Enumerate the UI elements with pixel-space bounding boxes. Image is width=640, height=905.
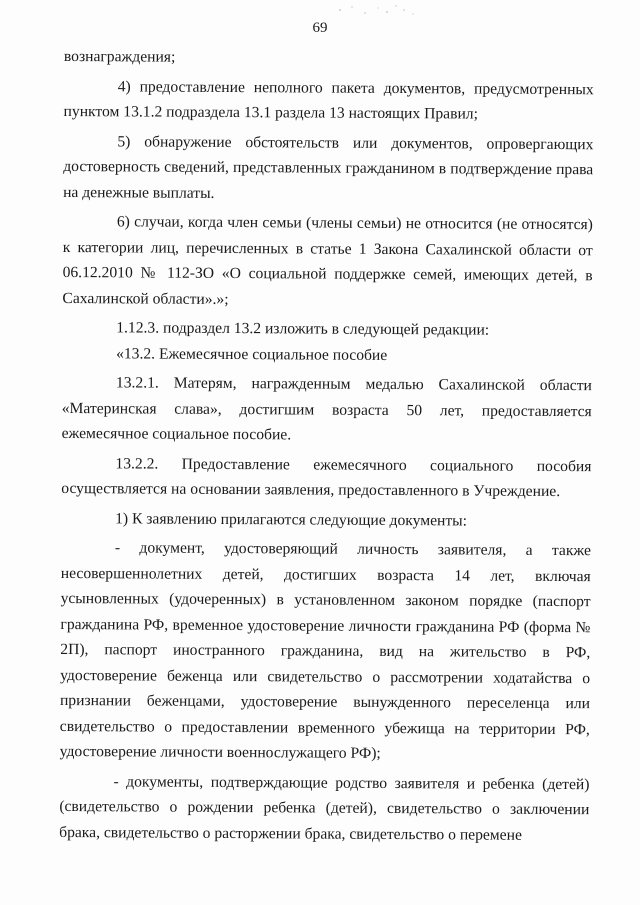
paragraph: 1.12.3. подраздел 13.2 изложить в следующей редакции: xyxy=(116,319,490,339)
paragraph: 13.2.2. Предоставление ежемесячного социального пособия осуществляется на основании заявления, предоставленного в Учреждение. xyxy=(61,454,592,501)
paragraph: 4) предоставление неполного пакета документов, предусмотренных пунктом 13.1.2 подраздела 13.1 раздела 13 настоящих Правил; xyxy=(63,77,594,123)
list-item: - документ, удостоверяющий личность заявителя, а также несовершеннолетних детей, достигших возраста 14 лет, включая усыновленных (удочеренных) в установленном законом порядке (паспорт гражданина РФ, временное удостоверение личности гражданина РФ (форма № 2П), паспорт иностранного гражданина, вид на жительство в РФ, удостоверение беженца или свидетельство о рассмотрении ходатайства о признании беженцами, удостоверение вынужденного переселенца или свидетельство о предоставлении временного убежища на территории РФ, удостоверение личности военнослужащего РФ); xyxy=(59,539,591,762)
scan-artifact xyxy=(330,4,420,18)
page-number: 69 xyxy=(312,20,328,36)
paragraph: 5) обнаружение обстоятельств или документов, опровергающих достоверность сведений, представленных гражданином в подтверждение права на денежные выплаты. xyxy=(63,132,594,202)
paragraph: 1) К заявлению прилагаются следующие документы: xyxy=(115,509,468,529)
subsection-heading: «13.2. Ежемесячное социальное пособие xyxy=(116,344,388,364)
paragraph: вознаграждения; xyxy=(63,47,176,66)
paragraph: 6) случаи, когда член семьи (члены семьи) не относится (не относятся) к категории лиц, перечисленных в статье 1 Закона Сахалинской области от 06.12.2010 № 112-ЗО «О социальной поддержке семей, имеющих детей, в Сахалинской области».»; xyxy=(62,213,593,308)
document-body xyxy=(59,44,594,848)
paragraph: 13.2.1. Матерям, награжденным медалью Сахалинской области «Материнская слава», достигшим возраста 50 лет, предоставляется ежемесячное социальное пособие. xyxy=(61,374,592,444)
list-item: - документы, подтверждающие родство заявителя и ребенка (детей) (свидетельство о рождении ребенка (детей), свидетельство о заключении брака, свидетельство о расторжении брака, свидетельство о перемене xyxy=(59,772,590,844)
